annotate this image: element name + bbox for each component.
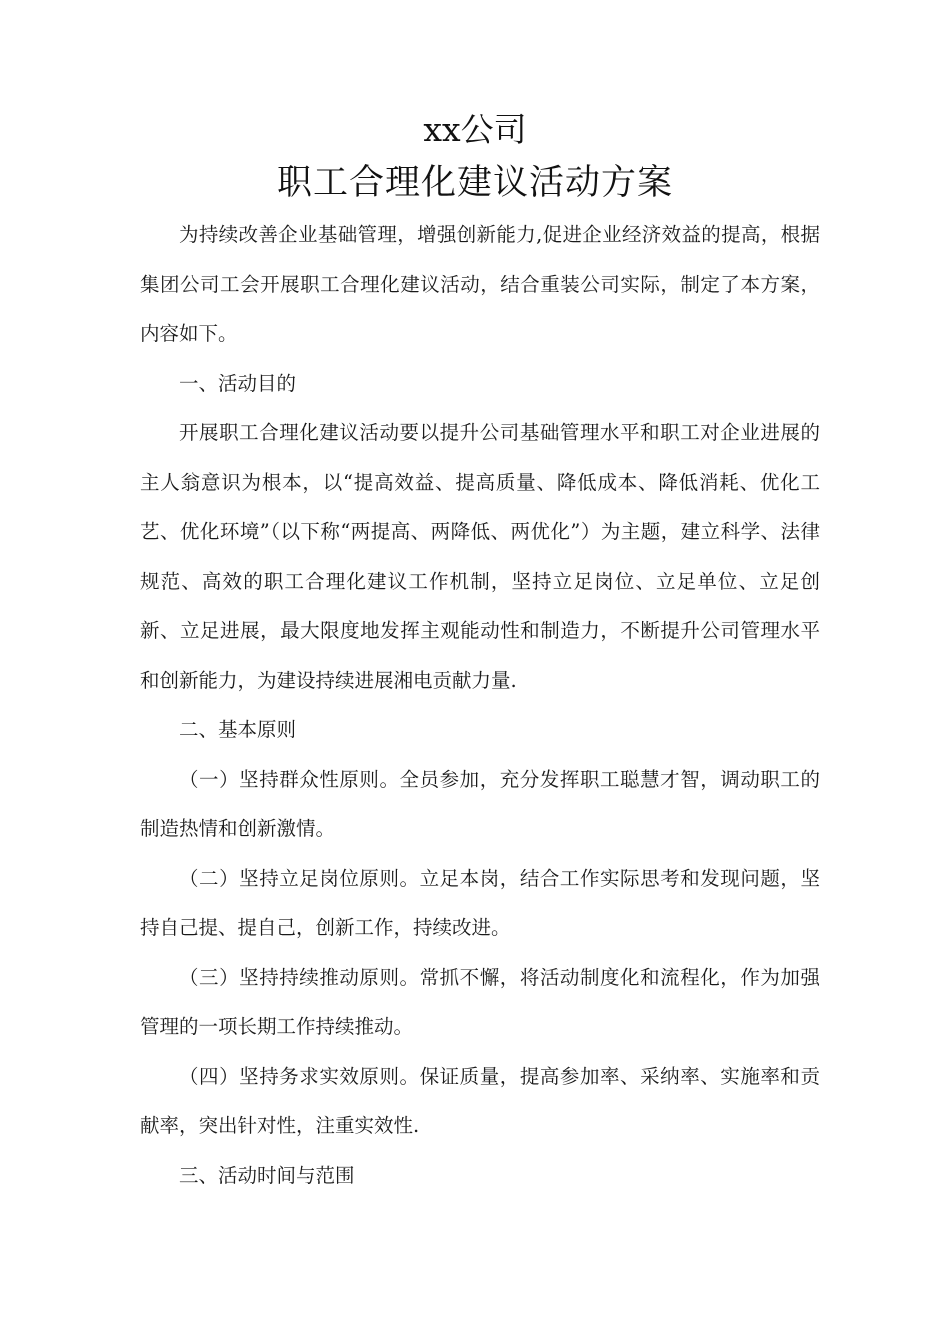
purpose-paragraph: 开展职工合理化建议活动要以提升公司基础管理水平和职工对企业进展的主人翁意识为根本，以“提高效益、提高质量、降低成本、降低消耗、优化工艺、优化环境”（以下称“两提高、两降低、两优化”）为主题，建立科学、法律规范、高效的职工合理化建议工作机制，坚持立足岗位、立足单位、立足创新、立足进展，最大限度地发挥主观能动性和制造力，不断提升公司管理水平和创新能力，为建设持续进展湘电贡献力量. [140,421,820,692]
section-heading-principles: 二、基本原则 [179,718,297,741]
intro-paragraph: 为持续改善企业基础管理，增强创新能力,促进企业经济效益的提高，根据集团公司工会开展职工合理化建议活动，结合重装公司实际，制定了本方案，内容如下。 [140,223,820,345]
document-body [140,210,820,1200]
principle-paragraph-1: （一）坚持群众性原则。全员参加，充分发挥职工聪慧才智，调动职工的制造热情和创新激情。 [140,767,820,840]
section-heading-time-scope: 三、活动时间与范围 [179,1163,355,1187]
document-title: 职工合理化建议活动方案 [276,163,673,203]
principle-paragraph-3: （三）坚持持续推动原则。常抓不懈，将活动制度化和流程化，作为加强管理的一项长期工作持续推动。 [140,965,820,1038]
principle-paragraph-2: （二）坚持立足岗位原则。立足本岗，结合工作实际思考和发现问题，坚持自己提、提自己，创新工作，持续改进。 [140,866,820,939]
section-heading-purpose: 一、活动目的 [179,371,297,395]
company-title: xx公司 [423,110,527,149]
principle-paragraph-4: （四）坚持务求实效原则。保证质量，提高参加率、采纳率、实施率和贡献率，突出针对性，注重实效性. [140,1064,820,1137]
